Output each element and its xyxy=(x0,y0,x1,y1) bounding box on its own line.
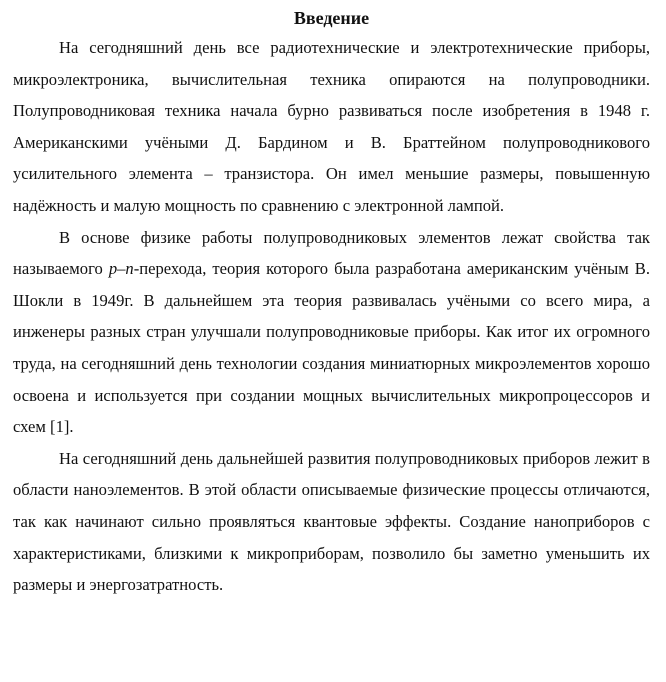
paragraph-2 xyxy=(13,222,650,443)
paragraph-1: На сегодняшний день все радиотехнические и электротехнические приборы, микроэлектроника, вычислительная техника опираются на полупроводники. Полупроводниковая техника начала бурно развиваться после изобретения в 1948 г. Американскими учёными Д. Бардином и В. Браттейном полупроводникового усилительного элемента – транзистора. Он имел меньшие размеры, повышенную надёжность и малую мощность по сравнению с электронной лампой. xyxy=(13,38,650,215)
paragraph-2-part-1: В основе физике работы полупроводниковых элементов лежат свойства так называемого xyxy=(13,227,650,279)
pn-junction-term: p–n xyxy=(108,259,134,279)
page-title: Введение xyxy=(293,8,370,28)
paragraph-2-part-2: -перехода, теория которого была разработана американским учёным В. Шокли в 1949г. В дальнейшем эта теория развивалась учёными со всего мира, а инженеры разных стран улучшали полупроводниковые приборы. Как итог их огромного труда, на сегодняшний день технологии создания миниатюрных микроэлементов хорошо освоена и используется при создании мощных вычислительных микропроцессоров и схем [1]. xyxy=(13,259,650,437)
paragraph-3: На сегодняшний день дальнейшей развития полупроводниковых приборов лежит в области наноэлементов. В этой области описываемые физические процессы отличаются, так как начинают сильно проявляться квантовые эффекты. Создание наноприборов с характеристиками, близкими к микроприборам, позволило бы заметно уменьшить их размеры и энергозатратность. xyxy=(13,448,650,595)
